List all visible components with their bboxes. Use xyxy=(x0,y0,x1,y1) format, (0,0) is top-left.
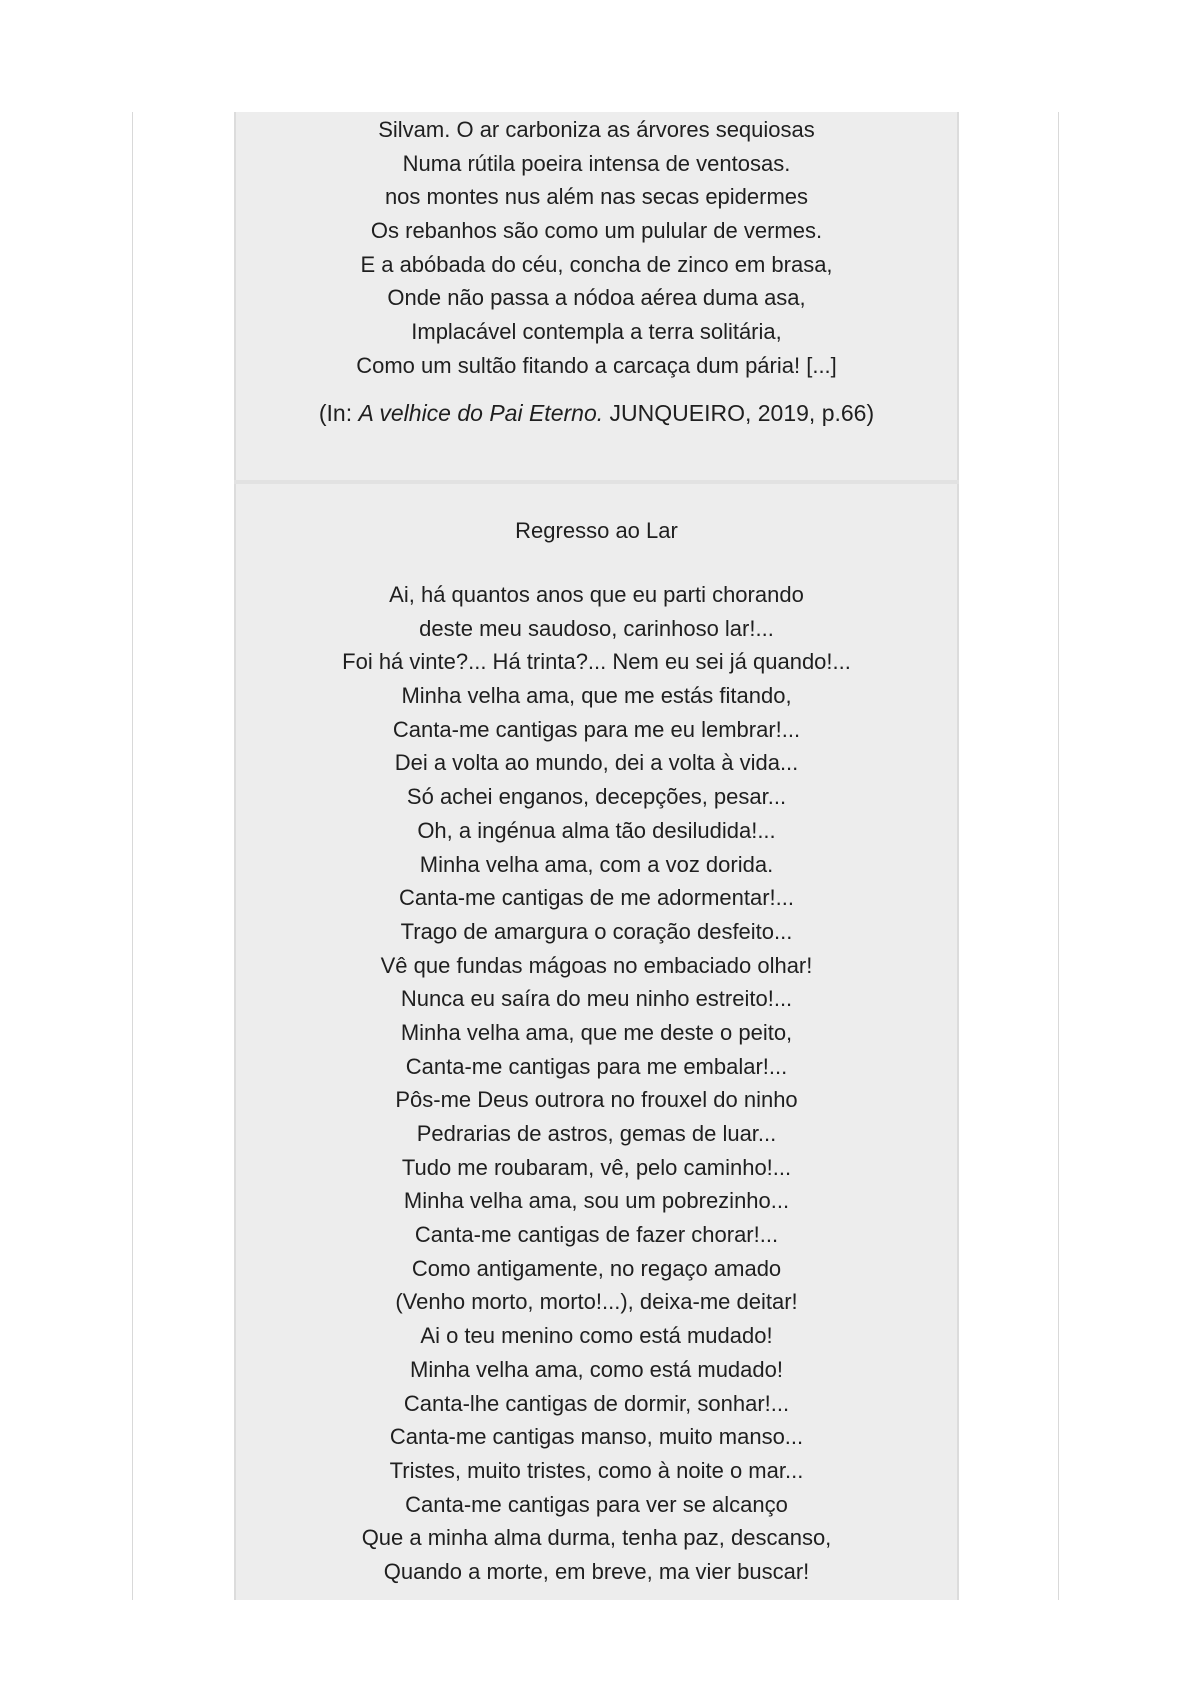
poem-verses xyxy=(236,578,957,1589)
poem-title: Regresso ao Lar xyxy=(515,518,678,543)
citation-prefix: (In: xyxy=(318,399,359,426)
verse-line: E a abóbada do céu, concha de zinco em brasa, xyxy=(360,251,833,277)
citation xyxy=(236,396,957,430)
verse-line: Tudo me roubaram, vê, pelo caminho!... xyxy=(401,1154,792,1180)
verse-line: Só achei enganos, decepções, pesar... xyxy=(406,784,787,810)
verse-line: Oh, a ingénua alma tão desiludida!... xyxy=(417,817,776,843)
verse-line: Dei a volta ao mundo, dei a volta à vida... xyxy=(394,750,799,776)
verse-line: Vê que fundas mágoas no embaciado olhar! xyxy=(380,952,813,978)
verse-line: Os rebanhos são como um pulular de vermes. xyxy=(370,218,823,244)
verse-line: Onde não passa a nódoa aérea duma asa, xyxy=(387,285,806,311)
verse-line: Canta-me cantigas manso, muito manso... xyxy=(389,1424,804,1450)
verse-line: Minha velha ama, sou um pobrezinho... xyxy=(403,1188,790,1214)
verse-line: Canta-lhe cantigas de dormir, sonhar!... xyxy=(403,1390,790,1416)
left-margin-rule xyxy=(132,112,133,1600)
verse-line: Numa rútila poeira intensa de ventosas. xyxy=(402,150,791,176)
poem-excerpt-panel xyxy=(234,112,959,482)
verse-line: Tristes, muito tristes, como à noite o mar... xyxy=(389,1457,804,1483)
verse-line: Minha velha ama, que me estás fitando, xyxy=(401,683,792,709)
verse-line: Pedrarias de astros, gemas de luar... xyxy=(416,1121,777,1146)
poem-panel xyxy=(234,484,959,1600)
verse-line: Trago de amargura o coração desfeito... xyxy=(400,918,793,944)
citation-suffix: JUNQUEIRO, 2019, p.66) xyxy=(603,399,875,426)
verse-line: Canta-me cantigas de fazer chorar!... xyxy=(414,1222,779,1248)
verse-line: deste meu saudoso, carinhoso lar!... xyxy=(419,615,774,641)
verse-line: Que a minha alma durma, tenha paz, descanso, xyxy=(361,1525,832,1551)
verse-line: Como um sultão fitando a carcaça dum pária! [...] xyxy=(356,352,837,378)
verse-line: Nunca eu saíra do meu ninho estreito!... xyxy=(400,986,793,1012)
verse-line: Pôs-me Deus outrora no frouxel do ninho xyxy=(395,1087,798,1113)
verse-line: Canta-me cantigas de me adormentar!... xyxy=(399,885,794,911)
right-margin-rule xyxy=(1058,112,1059,1600)
verse-line: Minha velha ama, que me deste o peito, xyxy=(400,1019,793,1045)
verse-line: Silvam. O ar carboniza as árvores sequiosas xyxy=(378,117,815,142)
verse-line: Canta-me cantigas para me eu lembrar!... xyxy=(392,716,801,742)
citation-work-title: A velhice do Pai Eterno. xyxy=(358,399,604,426)
verse-line: Minha velha ama, como está mudado! xyxy=(410,1356,783,1382)
verse-line: Minha velha ama, com a voz dorida. xyxy=(419,851,774,877)
verse-line: Canta-me cantigas para me embalar!... xyxy=(405,1053,788,1079)
verse-line: nos montes nus além nas secas epidermes xyxy=(384,184,809,210)
verse-line: Foi há vinte?... Há trinta?... Nem eu sei já quando!... xyxy=(342,649,851,675)
verse-line: (Venho morto, morto!...), deixa-me deitar! xyxy=(395,1289,798,1315)
verse-line: Como antigamente, no regaço amado xyxy=(411,1255,782,1281)
verse-line: Quando a morte, em breve, ma vier buscar! xyxy=(383,1558,810,1584)
verse-line: Implacável contempla a terra solitária, xyxy=(411,319,782,345)
verse-line: Canta-me cantigas para ver se alcanço xyxy=(405,1491,788,1517)
poem-excerpt-verses xyxy=(236,112,957,383)
verse-line: Ai, há quantos anos que eu parti chorando xyxy=(389,582,804,607)
verse-line: Ai o teu menino como está mudado! xyxy=(420,1323,773,1349)
